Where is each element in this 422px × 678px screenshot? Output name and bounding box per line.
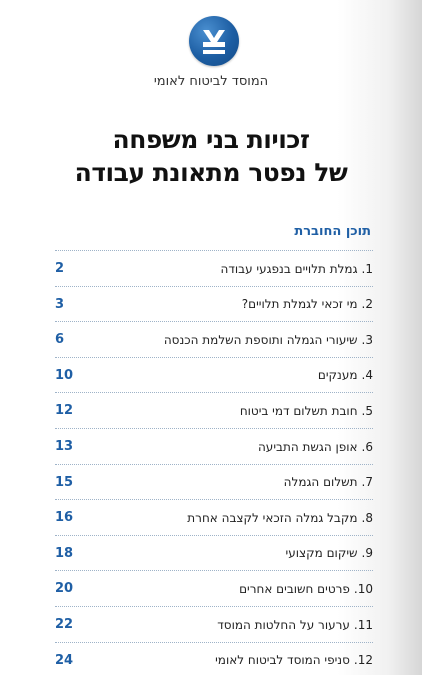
toc-item-page-number: 20 bbox=[55, 581, 74, 597]
toc-item-number: 12. bbox=[353, 653, 373, 668]
toc-item-text: אופן הגשת התביעה bbox=[257, 439, 358, 454]
toc-item-page-number: 3 bbox=[55, 296, 65, 312]
toc-item-page-number: 22 bbox=[55, 617, 74, 632]
toc-item-page-number: 16 bbox=[55, 510, 74, 526]
toc-item-label bbox=[284, 475, 373, 489]
toc-item-number: 8. bbox=[361, 510, 373, 525]
toc-item-number: 11. bbox=[353, 617, 373, 632]
organization-name: המוסד לביטוח לאומי bbox=[153, 74, 269, 89]
toc-item-label bbox=[318, 368, 373, 382]
toc-item-page-number: 18 bbox=[55, 545, 74, 561]
toc-item-text: פרטים חשובים אחרים bbox=[239, 581, 350, 596]
toc-item[interactable] bbox=[55, 392, 373, 428]
toc-item-number: 3. bbox=[361, 332, 373, 347]
toc-item-label bbox=[240, 404, 373, 418]
toc-item-text: מענקים bbox=[317, 368, 358, 383]
national-insurance-logo-icon bbox=[189, 16, 239, 66]
toc-item-page-number: 10 bbox=[55, 367, 74, 383]
toc-item-label bbox=[242, 297, 373, 311]
toc-item-page-number: 2 bbox=[55, 261, 65, 276]
toc-item-number: 4. bbox=[361, 368, 373, 383]
toc-item[interactable] bbox=[55, 357, 373, 393]
toc-item-text: מקבל גמלה הזכאי לקצבה אחרת bbox=[187, 510, 358, 525]
toc-item-label bbox=[220, 262, 373, 276]
toc-item[interactable] bbox=[55, 464, 373, 500]
toc-item-text: שיעורי הגמלה ותוספת השלמת הכנסה bbox=[163, 332, 358, 347]
toc-item-number: 9. bbox=[361, 546, 373, 561]
toc-item-number: 1. bbox=[361, 261, 373, 276]
toc-heading: תוכן החוברת bbox=[294, 224, 371, 239]
toc-item-label bbox=[215, 653, 373, 667]
page-title-line-2: של נפטר מתאונת עבודה bbox=[74, 158, 348, 187]
toc-item[interactable] bbox=[55, 642, 373, 678]
toc-item[interactable] bbox=[55, 499, 373, 535]
toc-item-label bbox=[239, 582, 373, 596]
toc-item-number: 2. bbox=[361, 297, 373, 312]
toc-item-page-number: 13 bbox=[55, 439, 74, 454]
toc-item-number: 5. bbox=[361, 403, 373, 418]
toc-item[interactable] bbox=[55, 321, 373, 357]
toc-item[interactable] bbox=[55, 606, 373, 642]
toc-item-text: גמלת תלויים בנפגעי עבודה bbox=[220, 261, 358, 276]
toc-item-page-number: 6 bbox=[55, 332, 65, 348]
toc-item-label bbox=[217, 618, 373, 632]
toc-item-page-number: 12 bbox=[55, 403, 74, 419]
toc-item-text: מי זכאי לגמלת תלויים? bbox=[241, 297, 358, 312]
toc-item-page-number: 15 bbox=[55, 474, 74, 490]
toc-item[interactable] bbox=[55, 570, 373, 606]
page-title-line-1: זכויות בני משפחה bbox=[112, 125, 310, 154]
toc-item-label bbox=[258, 440, 373, 454]
toc-item-label bbox=[286, 546, 373, 560]
toc-item-label bbox=[164, 333, 373, 347]
toc-item-text: תשלום הגמלה bbox=[283, 475, 358, 490]
toc-item[interactable] bbox=[55, 535, 373, 571]
toc-item-number: 10. bbox=[353, 581, 373, 596]
toc-item-number: 7. bbox=[361, 475, 373, 490]
toc-item-text: חובת תשלום דמי ביטוח bbox=[239, 403, 358, 418]
toc-item-text: ערעור על החלטות המוסד bbox=[217, 617, 350, 632]
toc-item-page-number: 24 bbox=[55, 652, 74, 668]
toc-item[interactable] bbox=[55, 286, 373, 322]
toc-item-text: סניפי המוסד לביטוח לאומי bbox=[215, 653, 350, 668]
toc-item-text: שיקום מקצועי bbox=[285, 546, 358, 561]
toc-item[interactable] bbox=[55, 428, 373, 464]
toc-item[interactable] bbox=[55, 250, 373, 286]
toc-item-label bbox=[187, 511, 373, 525]
toc-item-number: 6. bbox=[361, 439, 373, 454]
